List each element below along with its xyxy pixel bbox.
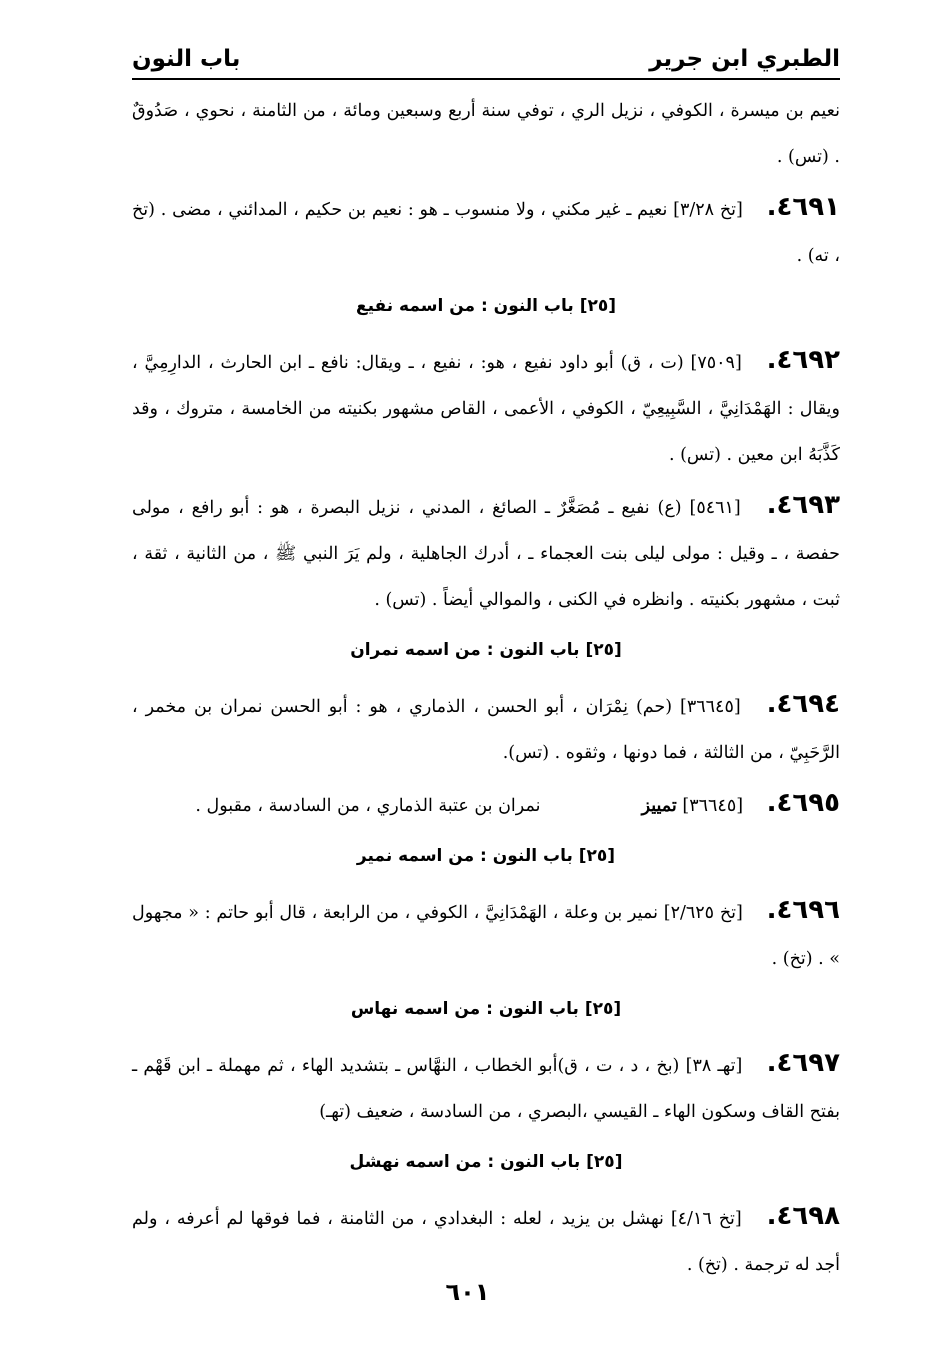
entry-text: [٣٦٦٤٥] (حم) نِمْرَان ، أبو الحسن ، الذماري ، هو : أبو الحسن نمران بن مخمر ، الرَّحَبِيّ ، من الثالثة ، فما دونها ، وثقوه . (تس).	[132, 697, 840, 763]
section-heading: [٢٥] باب النون : من اسمه نمران	[350, 640, 622, 660]
entry-text: [تخ ٢/٦٢٥] نمير بن وعلة ، الهَمْدَانِيَّ ، الكوفي ، من الرابعة ، قال أبو حاتم : « مجهول » . (تخ) .	[132, 903, 840, 969]
section-heading: [٢٥] باب النون : من اسمه نهشل	[349, 1152, 623, 1172]
entry-4695	[132, 780, 840, 829]
entry-number: ٤٦٩٦.	[766, 895, 840, 925]
entry-4694	[132, 681, 840, 776]
entry-text: [٧٥٠٩] (ت ، ق) أبو داود نفيع ، هو: ، نفيع ، ـ ويقال: نافع ـ ابن الحارث ، الدارِمِيَّ ، ويقال : الهَمْدَانِيَّ ، السَّبِيعِيّ ، الكوفي ، الأعمى ، القاص مشهور بكنيته من الخامسة ، متروك ، وقد كَذَّبَهُ ابن معين . (تس) .	[132, 353, 840, 465]
entry-text: [٥٤٦١] (ع) نفيع ـ مُصَغَّرٌ ـ الصائغ ، المدني ، نزيل البصرة ، هو : أبو رافع ، مولى حفصة ، ـ وقيل : مولى ليلى بنت العجماء ـ ، أدرك الجاهلية ، ولم يَرَ النبي ﷺ ، من الثانية ، ثقة ، ثبت ، مشهور بكنيته . وانظره في الكنى ، والموالي أيضاً . (تس) .	[132, 498, 840, 610]
entry-number: ٤٦٩٥.	[766, 788, 840, 818]
entry-ref: [٣٦٦٤٥]	[682, 796, 744, 816]
entry-4698	[132, 1193, 840, 1288]
entry-number: ٤٦٩٧.	[766, 1048, 840, 1078]
entry-4697	[132, 1040, 840, 1135]
entry-4691	[132, 184, 840, 279]
section-heading: [٢٥] باب النون : من اسمه نمير	[356, 846, 616, 866]
page-number: ٦٠١	[445, 1278, 490, 1306]
entry-text: [تهـ ٣٨] (بخ ، د ، ت ، ق)أبو الخطاب ، النهَّاس ـ بتشديد الهاء ، ثم مهملة ـ ابن قَهْم ـ بفتح القاف وسكون الهاء ـ القيسي ،البصري ، من السادسة ، ضعيف (تهـ)	[132, 1056, 840, 1122]
main-text	[132, 88, 840, 1292]
entry-4692	[132, 337, 840, 478]
entry-text: [تخ ٣/٢٨] نعيم ـ غير مكني ، ولا منسوب ـ هو : نعيم بن حكيم ، المدائني ، مضى . (تخ ، ته) .	[132, 200, 840, 266]
entry-number: ٤٦٩٤.	[766, 689, 840, 719]
entry-text: نمران بن عتبة الذماري ، من السادسة ، مقبول .	[195, 796, 541, 816]
entry-number: ٤٦٩٨.	[766, 1201, 840, 1231]
entry-4696	[132, 887, 840, 982]
entry-4693	[132, 482, 840, 623]
section-heading: [٢٥] باب النون : من اسمه نفيع	[355, 296, 617, 316]
entry-continuation: نعيم بن ميسرة ، الكوفي ، نزيل الري ، توفي سنة أربع وسبعين ومائة ، من الثامنة ، نحوي ، صَدُوقٌ . (تس) .	[132, 101, 840, 167]
entry-number: ٤٦٩٢.	[766, 345, 840, 375]
header-chapter-title: باب النون	[132, 46, 241, 72]
entry-distinction-label: تمييز	[641, 796, 677, 816]
header-book-title: الطبري ابن جرير	[649, 46, 840, 72]
entry-number: ٤٦٩٣.	[766, 490, 840, 520]
entry-text: [تخ ٤/١٦] نهشل بن يزيد ، لعله : البغدادي ، من الثامنة ، فما فوقها لم أعرفه ، ولم أجد له ترجمة . (تخ) .	[132, 1209, 840, 1275]
running-header	[132, 28, 840, 80]
entry-number: ٤٦٩١.	[766, 192, 840, 222]
section-heading: [٢٥] باب النون : من اسمه نهاس	[350, 999, 622, 1019]
